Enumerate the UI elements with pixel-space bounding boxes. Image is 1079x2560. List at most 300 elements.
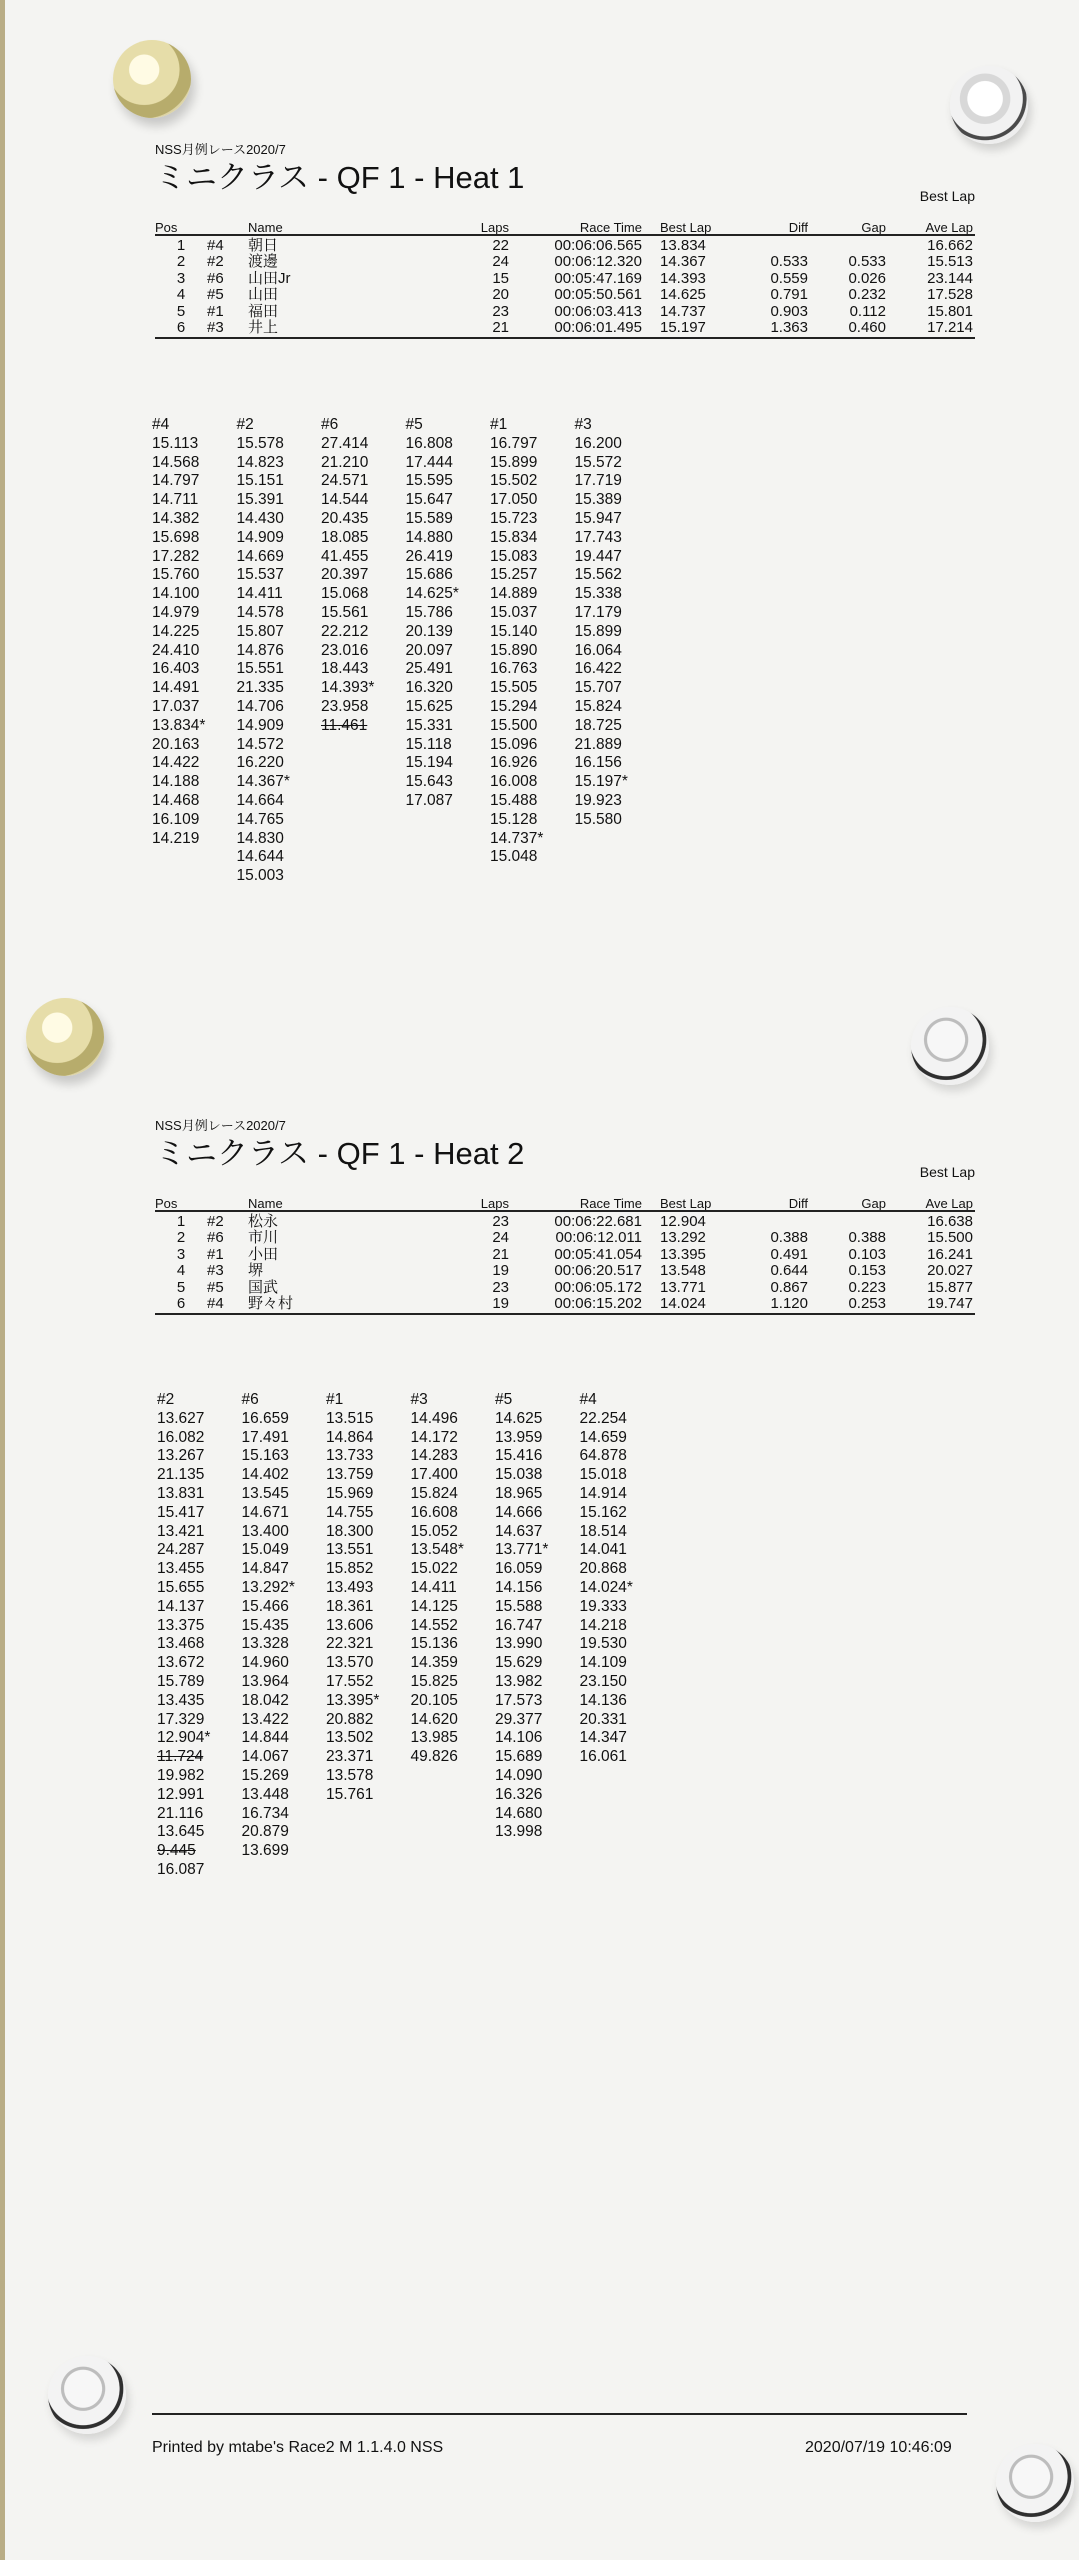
gap: 0.460 [848,319,886,336]
lap-time: 14.552 [410,1616,458,1634]
lap-time: 15.969 [326,1484,374,1502]
gap: 0.103 [848,1245,886,1263]
lap-time: 14.067 [241,1748,289,1766]
lap-time: 14.402 [241,1466,289,1484]
header-rule [155,234,975,236]
lap-time: 15.760 [152,566,200,584]
lap-time: 13.400 [241,1522,289,1540]
lap-time: 14.125 [410,1597,458,1615]
col-best-lap: Best Lap [660,1196,712,1211]
lap-time: 13.448 [241,1785,289,1803]
best-lap: 12.904 [660,1212,706,1230]
lap-time: 13.831 [157,1484,205,1502]
car-number: #2 [207,253,224,270]
lap-time: 15.197* [574,773,628,791]
lap-time: 23.150 [579,1672,627,1690]
lap-time: 15.083 [490,547,538,565]
header-rule [155,1210,975,1212]
lap-time: 14.659 [579,1428,627,1446]
laps-count: 19 [492,1262,509,1279]
lap-time: 20.331 [579,1710,627,1728]
lap-time: 13.551 [326,1541,374,1559]
lap-time: 15.416 [495,1447,543,1465]
lap-time: 15.825 [410,1672,458,1690]
lap-time: 14.847 [241,1560,289,1578]
laps-count: 24 [492,1229,509,1246]
lap-time: 17.743 [574,528,622,546]
car-number: #6 [207,269,224,287]
lap-time: 16.059 [495,1560,543,1578]
best-lap-tag: Best Lap [919,1164,975,1180]
diff: 1.120 [770,1295,808,1312]
gap: 0.533 [848,253,886,270]
lap-time: 21.210 [321,453,369,471]
race-time: 00:06:12.011 [555,1229,642,1246]
ave-lap: 20.027 [927,1262,973,1279]
lap-time: 14.864 [326,1428,374,1446]
position: 2 [176,253,186,270]
lap-time: 14.188 [152,773,200,791]
table-bottom-rule [155,337,975,339]
best-lap: 13.548 [660,1262,706,1279]
lap-time: 15.698 [152,528,200,546]
ave-lap: 15.801 [927,302,973,320]
ave-lap: 19.747 [927,1295,973,1312]
lap-time: 14.218 [579,1616,627,1634]
col-diff: Diff [788,1196,808,1211]
lap-time: 20.397 [321,566,369,584]
lap-time: 15.625 [405,697,453,715]
car-number: #3 [207,1262,224,1279]
lap-time: 15.947 [574,509,622,527]
position: 4 [176,286,186,303]
position: 6 [176,1295,186,1312]
lap-time: 13.606 [326,1616,374,1634]
lap-time: 14.568 [152,453,200,471]
driver-name: 井上 [248,319,279,336]
best-lap: 14.737 [660,302,706,320]
results-table [155,1196,975,1313]
lap-time: 13.733 [326,1447,374,1465]
lap-time: 14.914 [579,1484,627,1502]
best-lap: 13.834 [660,236,706,254]
lap-time: 14.960 [241,1654,289,1672]
lap-time: 14.367* [236,773,290,791]
lap-time: 18.085 [321,528,369,546]
lap-column-car: #2 [236,416,254,433]
lap-column [321,416,401,736]
printed-at: 2020/07/19 10:46:09 [805,2439,952,2456]
lap-time: 20.163 [152,735,200,753]
lap-time: 14.909 [236,716,284,734]
lap-time: 19.982 [157,1766,205,1784]
push-pin-icon [26,998,104,1076]
ave-lap: 17.214 [927,319,973,336]
lap-time: 14.572 [236,735,284,753]
lap-time: 15.890 [490,641,538,659]
lap-time: 14.090 [495,1766,543,1784]
lap-time: 15.572 [574,453,622,471]
lap-time: 15.595 [405,472,453,490]
lap-time: 22.321 [326,1635,374,1653]
lap-time: 13.759 [326,1466,374,1484]
laps-count: 21 [492,1245,509,1263]
gap: 0.153 [848,1262,886,1279]
lap-time: 15.194 [405,754,453,772]
lap-column [237,416,317,886]
lap-time: 12.904* [157,1729,211,1747]
push-pin-icon [996,2444,1074,2522]
lap-time: 14.219 [152,829,200,847]
lap-time: 15.647 [405,491,453,509]
lap-time: 16.156 [574,754,622,772]
lap-time: 13.627 [157,1409,205,1427]
lap-time: 13.328 [241,1635,289,1653]
lap-column-car: #4 [152,416,170,433]
laps-count: 15 [492,269,509,287]
lap-time: 15.561 [321,603,369,621]
lap-time: 29.377 [495,1710,543,1728]
lap-time: 16.082 [157,1428,205,1446]
lap-time: 15.789 [157,1672,205,1690]
ave-lap: 16.638 [927,1212,973,1230]
lap-time: 15.128 [490,810,538,828]
lap-time: 15.136 [410,1635,458,1653]
lap-time: 16.763 [490,660,538,678]
push-pin-icon [48,2356,126,2434]
lap-time: 17.282 [152,547,200,565]
lap-time: 14.909 [236,528,284,546]
lap-time: 13.395* [326,1691,380,1709]
lap-time: 13.493 [326,1578,374,1596]
lap-time: 14.347 [579,1729,627,1747]
lap-column-car: #5 [495,1391,513,1408]
lap-time: 13.699 [241,1842,289,1860]
lap-time: 15.038 [495,1466,543,1484]
lap-time: 15.488 [490,791,538,809]
lap-time: 14.765 [236,810,284,828]
lap-column [495,1391,575,1842]
col-best-lap: Best Lap [660,220,712,235]
lap-time: 14.669 [236,547,284,565]
lap-time: 20.105 [410,1691,458,1709]
lap-time: 14.880 [405,528,453,546]
footer-rule [152,2413,967,2415]
lap-time: 19.923 [574,791,622,809]
lap-column-car: #6 [241,1391,259,1408]
lap-column-car: #3 [410,1391,428,1408]
lap-column [490,416,570,867]
lap-time: 14.491 [152,679,200,697]
lap-time: 15.852 [326,1560,374,1578]
lap-time: 24.287 [157,1541,205,1559]
col-gap: Gap [861,1196,886,1211]
lap-time: 13.422 [241,1710,289,1728]
heat-2-section [155,1118,975,1878]
car-number: #5 [207,286,224,303]
lap-time: 16.734 [241,1804,289,1822]
lap-time: 18.361 [326,1597,374,1615]
lap-time: 15.269 [241,1766,289,1784]
lap-time: 14.680 [495,1804,543,1822]
lap-time: 17.400 [410,1466,458,1484]
lap-time: 14.100 [152,585,200,603]
lap-time: 14.411 [236,585,283,603]
lap-column [575,416,655,830]
lap-time: 15.118 [405,735,452,753]
lap-time: 16.608 [410,1503,458,1521]
lap-time: 16.659 [241,1409,289,1427]
lap-time: 15.578 [236,434,284,452]
ave-lap: 15.877 [927,1278,973,1296]
best-lap: 14.367 [660,253,706,270]
lap-time: 14.844 [241,1729,289,1747]
lap-time: 17.179 [574,603,622,621]
lap-time: 12.991 [157,1785,205,1803]
lap-time: 15.707 [574,679,622,697]
lap-time: 14.644 [236,848,284,866]
results-table [155,220,975,337]
lap-time: 14.359 [410,1654,458,1672]
col-gap: Gap [861,220,886,235]
best-lap: 13.395 [660,1245,706,1263]
lap-time: 15.689 [495,1748,543,1766]
lap-time: 18.965 [495,1484,543,1502]
lap-time: 22.254 [579,1409,627,1427]
race-time: 00:06:20.517 [554,1262,642,1279]
position: 5 [176,1278,186,1296]
race-time: 00:06:05.172 [554,1278,642,1296]
lap-time: 13.990 [495,1635,543,1653]
lap-time: 20.097 [405,641,453,659]
lap-time: 14.468 [152,791,200,809]
heat-title: ミニクラス - QF 1 - Heat 1 [155,160,525,195]
table-bottom-rule [155,1313,975,1315]
position: 3 [176,269,186,287]
lap-time: 13.570 [326,1654,374,1672]
lap-time: 14.797 [152,472,200,490]
ave-lap: 15.513 [927,253,973,270]
laps-count: 22 [492,236,509,254]
lap-time: 15.686 [405,566,453,584]
position: 1 [176,1212,186,1230]
lap-time: 15.551 [236,660,284,678]
lap-time: 14.422 [152,754,200,772]
lap-time: 16.061 [579,1748,627,1766]
lap-column-car: #2 [157,1391,175,1408]
car-number: #4 [207,1295,224,1312]
col-laps: Laps [480,220,509,235]
result-row [155,238,975,255]
result-row [155,271,975,288]
driver-name: 山田Jr [248,269,291,287]
best-lap-tag: Best Lap [919,188,975,204]
race-time: 00:05:47.169 [554,269,642,287]
laps-count: 23 [492,1278,509,1296]
col-name: Name [248,1196,283,1211]
lap-time: 41.455 [321,547,369,565]
car-number: #6 [207,1229,224,1246]
best-lap: 15.197 [660,319,706,336]
heat-1-section [152,142,975,885]
car-number: #5 [207,1278,224,1296]
col-name: Name [248,220,283,235]
lap-time: 15.140 [490,622,538,640]
lap-column [157,1391,237,1880]
result-row [155,304,975,321]
result-row [155,320,975,337]
lap-time: 14.876 [236,641,284,659]
lap-column-car: #4 [579,1391,597,1408]
lap-time: 21.116 [157,1804,204,1822]
lap-time: 15.162 [579,1503,627,1521]
position: 6 [176,319,186,336]
lap-time: 19.333 [579,1597,627,1615]
lap-time: 21.335 [236,679,284,697]
lap-time: 19.530 [579,1635,627,1653]
lap-time: 15.417 [157,1503,205,1521]
lap-time: 14.823 [236,453,284,471]
lap-time: 15.096 [490,735,538,753]
ave-lap: 17.528 [927,286,973,303]
race-time: 00:06:15.202 [554,1295,642,1312]
lap-time: 16.064 [574,641,622,659]
lap-time: 17.491 [241,1428,289,1446]
car-number: #4 [207,236,224,254]
lap-time: 23.016 [321,641,369,659]
lap-time: 15.723 [490,509,538,527]
lap-time: 14.830 [236,829,284,847]
lap-time: 16.403 [152,660,200,678]
lap-time: 13.455 [157,1560,205,1578]
race-time: 00:06:22.681 [554,1212,642,1230]
series-name: NSS月例レース2020/7 [155,1118,286,1133]
col-laps: Laps [480,1196,509,1211]
lap-column-car: #1 [326,1391,344,1408]
lap-time: 13.964 [241,1672,289,1690]
lap-time: 15.655 [157,1578,205,1596]
lap-time: 16.200 [574,434,622,452]
driver-name: 福田 [248,302,279,320]
diff: 0.644 [770,1262,808,1279]
lap-time: 14.137 [157,1597,205,1615]
gap: 0.223 [848,1278,886,1296]
lap-time: 16.320 [405,679,453,697]
lap-column-car: #1 [490,416,508,433]
driver-name: 堺 [248,1262,264,1279]
lap-time: 15.562 [574,566,622,584]
laps-count: 20 [492,286,509,303]
laps-count: 21 [492,319,509,336]
lap-time: 15.824 [410,1484,458,1502]
lap-time: 18.300 [326,1522,374,1540]
push-pin-icon [113,40,191,118]
lap-time: 20.882 [326,1710,374,1728]
result-row [155,254,975,271]
lap-time: 9.445 [157,1842,196,1860]
lap-time: 15.113 [152,434,199,452]
best-lap: 14.625 [660,286,706,303]
lap-time: 13.515 [326,1409,374,1427]
lap-time: 16.747 [495,1616,543,1634]
laps-count: 23 [492,302,509,320]
diff: 0.491 [770,1245,808,1263]
lap-time: 14.225 [152,622,200,640]
lap-time: 13.834* [152,716,206,734]
lap-time: 13.435 [157,1691,205,1709]
lap-time: 14.889 [490,585,538,603]
lap-time: 13.292* [241,1578,295,1596]
lap-time: 14.496 [410,1409,458,1427]
result-row [155,1247,975,1264]
lap-time: 17.719 [574,472,622,490]
lap-time: 15.466 [241,1597,289,1615]
lap-time: 27.414 [321,434,369,452]
lap-time: 15.435 [241,1616,289,1634]
lap-time: 14.283 [410,1447,458,1465]
col-diff: Diff [788,220,808,235]
lap-time: 14.156 [495,1578,543,1596]
result-row [155,1214,975,1231]
driver-name: 朝日 [248,236,279,254]
lap-time: 64.878 [579,1447,627,1465]
lap-time: 16.422 [574,660,622,678]
lap-time: 15.163 [241,1447,289,1465]
lap-time: 13.578 [326,1766,374,1784]
car-number: #1 [207,1245,224,1263]
race-time: 00:06:01.495 [554,319,642,336]
lap-time: 15.589 [405,509,453,527]
lap-time: 20.435 [321,509,369,527]
lap-time: 19.447 [574,547,622,565]
diff: 1.363 [770,319,808,336]
lap-time: 14.411 [410,1578,457,1596]
lap-time: 13.502 [326,1729,374,1747]
lap-time: 20.139 [405,622,453,640]
lap-time: 15.257 [490,566,538,584]
lap-time: 18.725 [574,716,622,734]
position: 1 [176,236,186,254]
lap-time: 15.331 [405,716,453,734]
lap-time: 17.087 [405,791,453,809]
lap-time: 15.391 [236,491,284,509]
lap-time: 15.537 [236,566,284,584]
driver-name: 松永 [248,1212,279,1230]
lap-time: 14.578 [236,603,284,621]
diff: 0.533 [770,253,808,270]
lap-time: 17.037 [152,697,200,715]
diff: 0.903 [770,302,808,320]
lap-time: 17.329 [157,1710,205,1728]
gap: 0.253 [848,1295,886,1312]
lap-time: 16.326 [495,1785,543,1803]
best-lap: 14.393 [660,269,706,287]
lap-time: 14.737* [490,829,544,847]
lap-time: 15.588 [495,1597,543,1615]
race-time: 00:06:12.320 [554,253,642,270]
lap-time: 16.008 [490,773,538,791]
lap-time: 11.724 [157,1748,204,1766]
car-number: #1 [207,302,224,320]
lap-time: 15.389 [574,491,622,509]
lap-time: 13.982 [495,1672,543,1690]
lap-time: 25.491 [405,660,453,678]
lap-time: 15.580 [574,810,622,828]
series-name: NSS月例レース2020/7 [155,142,286,157]
col-race-time: Race Time [579,220,642,235]
lap-column-car: #3 [574,416,592,433]
lap-time: 13.672 [157,1654,205,1672]
